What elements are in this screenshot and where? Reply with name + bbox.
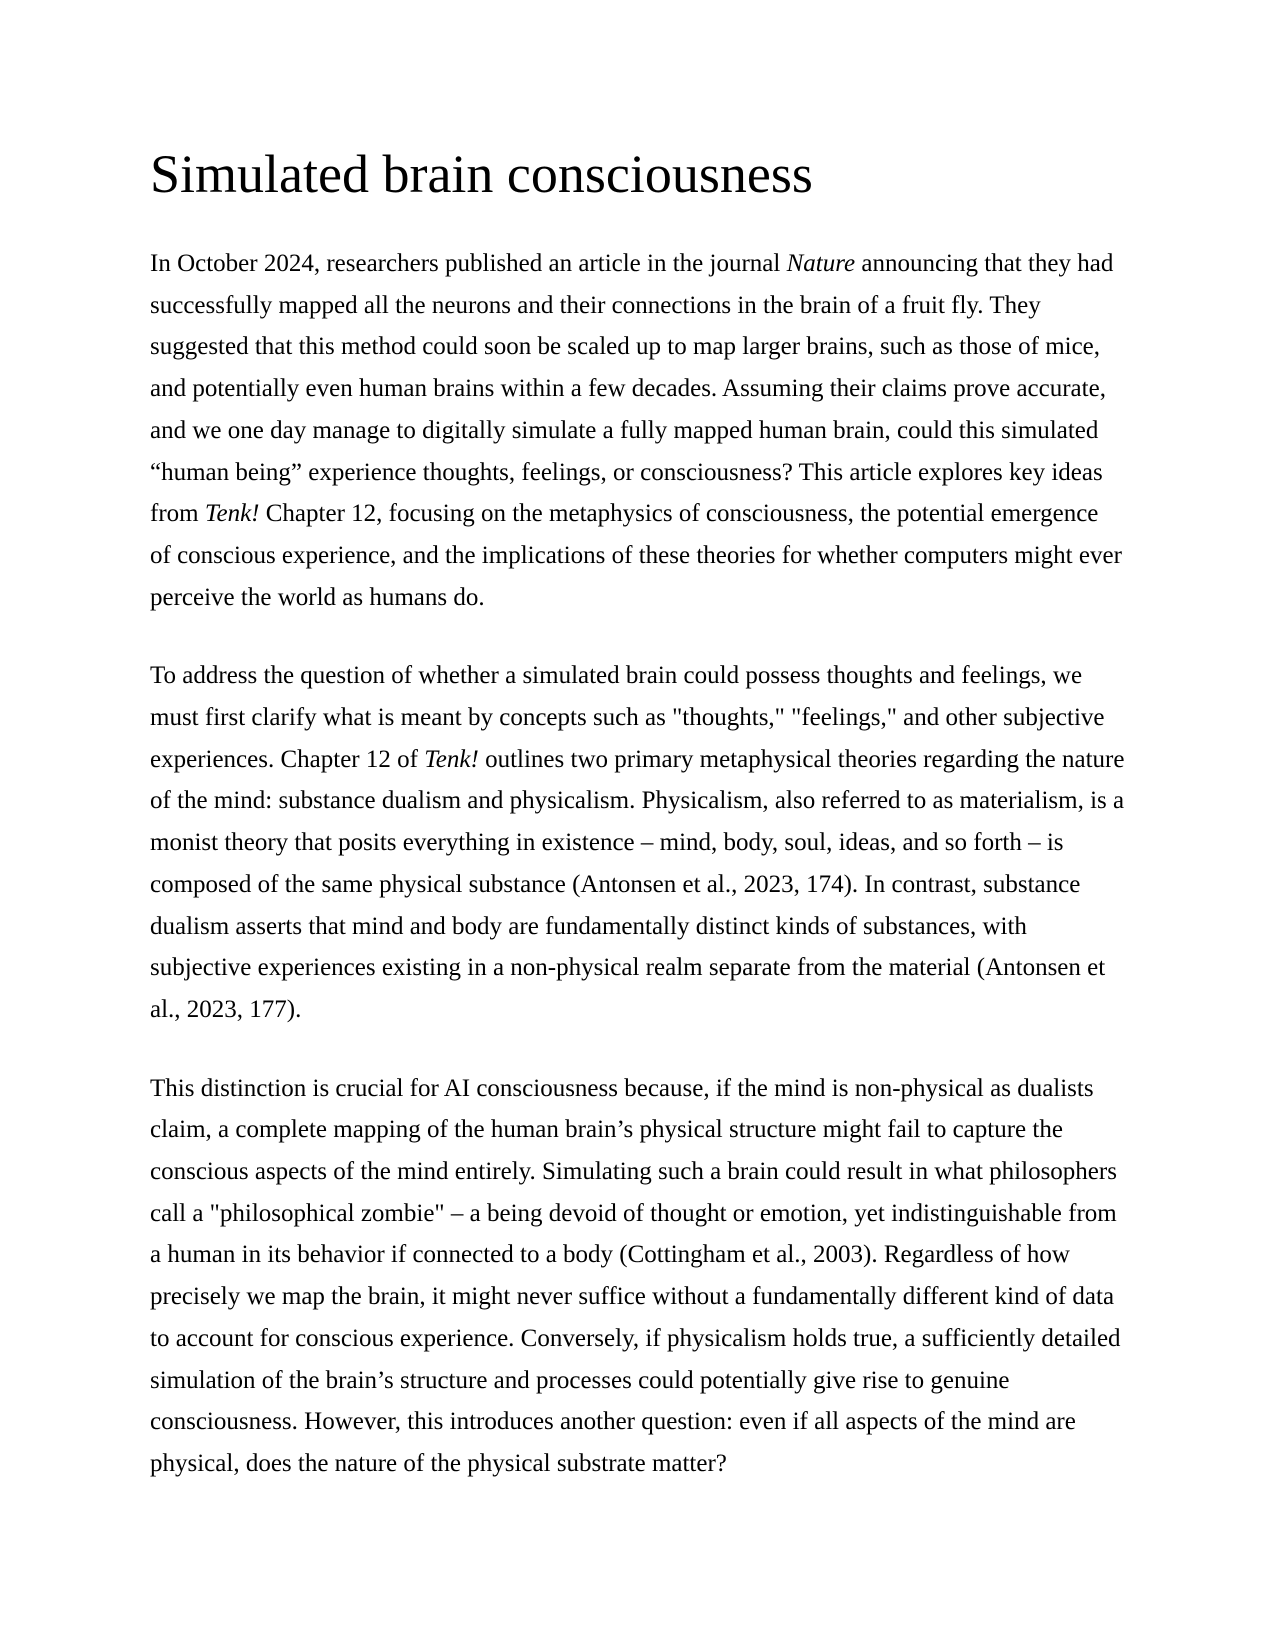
document-content bbox=[150, 143, 1130, 1522]
text-line bbox=[150, 1276, 1130, 1318]
text-run: and we one day manage to digitally simulate a fully mapped human brain, could this simulated bbox=[150, 416, 1099, 444]
italic-text-run: Tenk! bbox=[424, 745, 479, 773]
text-run: precisely we map the brain, it might never suffice without a fundamentally different kind of data bbox=[150, 1283, 1115, 1311]
text-run: of conscious experience, and the implications of these theories for whether computers might ever bbox=[150, 541, 1122, 569]
paragraph bbox=[150, 655, 1130, 1030]
text-line bbox=[150, 326, 1130, 368]
page-title: Simulated brain consciousness bbox=[150, 144, 813, 204]
text-line bbox=[150, 697, 1130, 739]
text-run: physical, does the nature of the physical substrate matter? bbox=[150, 1449, 727, 1477]
text-run: al., 2023, 177). bbox=[150, 995, 302, 1023]
text-line bbox=[150, 1401, 1130, 1443]
text-line bbox=[150, 452, 1130, 494]
text-line bbox=[150, 780, 1130, 822]
text-run: a human in its behavior if connected to a body (Cottingham et al., 2003). Regardless of how bbox=[150, 1241, 1070, 1269]
text-line bbox=[150, 1193, 1130, 1235]
text-line bbox=[150, 243, 1130, 285]
text-run: This distinction is crucial for AI consciousness because, if the mind is non-physical as dualists bbox=[150, 1074, 1094, 1102]
text-line bbox=[150, 864, 1130, 906]
text-line bbox=[150, 989, 1130, 1031]
text-line bbox=[150, 1234, 1130, 1276]
text-line bbox=[150, 1109, 1130, 1151]
text-line bbox=[150, 906, 1130, 948]
text-line bbox=[150, 739, 1130, 781]
text-line bbox=[150, 577, 1130, 619]
italic-text-run: Nature bbox=[786, 250, 856, 277]
text-run: announcing that they had bbox=[855, 250, 1114, 277]
text-line bbox=[150, 822, 1130, 864]
text-run: claim, a complete mapping of the human brain’s physical structure might fail to capture the bbox=[150, 1116, 1063, 1144]
text-run: of the mind: substance dualism and physicalism. Physicalism, also referred to as materialism, is a bbox=[150, 787, 1125, 815]
text-line bbox=[150, 1318, 1130, 1360]
text-run: from bbox=[150, 500, 205, 528]
italic-text-run: Tenk! bbox=[204, 500, 260, 528]
text-line bbox=[150, 1151, 1130, 1193]
text-run: Chapter 12, focusing on the metaphysics of consciousness, the potential emergence bbox=[259, 500, 1099, 528]
text-run: simulation of the brain’s structure and processes could potentially give rise to genuine bbox=[150, 1366, 1010, 1394]
text-line bbox=[150, 655, 1130, 697]
text-run: consciousness. However, this introduces another question: even if all aspects of the mind are bbox=[150, 1408, 1076, 1436]
text-run: to account for conscious experience. Conversely, if physicalism holds true, a sufficiently detailed bbox=[150, 1324, 1121, 1352]
text-run: In October 2024, researchers published an article in the journal bbox=[150, 250, 787, 277]
paragraph bbox=[150, 243, 1130, 618]
text-line bbox=[150, 368, 1130, 410]
text-line bbox=[150, 285, 1130, 327]
text-run: experiences. Chapter 12 of bbox=[150, 745, 425, 773]
text-line bbox=[150, 1443, 1130, 1485]
text-run: conscious aspects of the mind entirely. Simulating such a brain could result in what philosophers bbox=[150, 1158, 1117, 1186]
text-run: perceive the world as humans do. bbox=[150, 583, 485, 611]
text-line bbox=[150, 493, 1130, 535]
text-line bbox=[150, 410, 1130, 452]
text-run: subjective experiences existing in a non-physical realm separate from the material (Antonsen et bbox=[150, 954, 1106, 982]
text-run: outlines two primary metaphysical theories regarding the nature bbox=[478, 745, 1125, 773]
text-run: monist theory that posits everything in existence – mind, body, soul, ideas, and so forth – is bbox=[150, 829, 1064, 857]
text-run: must first clarify what is meant by concepts such as "thoughts," "feelings," and other subjective bbox=[150, 704, 1105, 732]
text-run: and potentially even human brains within a few decades. Assuming their claims prove accurate, bbox=[150, 375, 1106, 403]
text-run: suggested that this method could soon be scaled up to map larger brains, such as those of mice, bbox=[150, 333, 1101, 361]
text-run: dualism asserts that mind and body are fundamentally distinct kinds of substances, with bbox=[150, 912, 1027, 940]
text-line bbox=[150, 1068, 1130, 1110]
text-run: successfully mapped all the neurons and their connections in the brain of a fruit fly. They bbox=[150, 291, 1041, 319]
text-run: “human being” experience thoughts, feelings, or consciousness? This article explores key ideas bbox=[150, 458, 1103, 486]
text-line bbox=[150, 1360, 1130, 1402]
text-run: call a "philosophical zombie" – a being devoid of thought or emotion, yet indistinguishable from bbox=[150, 1199, 1117, 1227]
text-line bbox=[150, 535, 1130, 577]
text-run: composed of the same physical substance (Antonsen et al., 2023, 174). In contrast, substance bbox=[150, 870, 1081, 898]
text-line bbox=[150, 947, 1130, 989]
text-run: To address the question of whether a simulated brain could possess thoughts and feelings, we bbox=[150, 662, 1083, 690]
document-body bbox=[150, 243, 1130, 1485]
paragraph bbox=[150, 1068, 1130, 1485]
